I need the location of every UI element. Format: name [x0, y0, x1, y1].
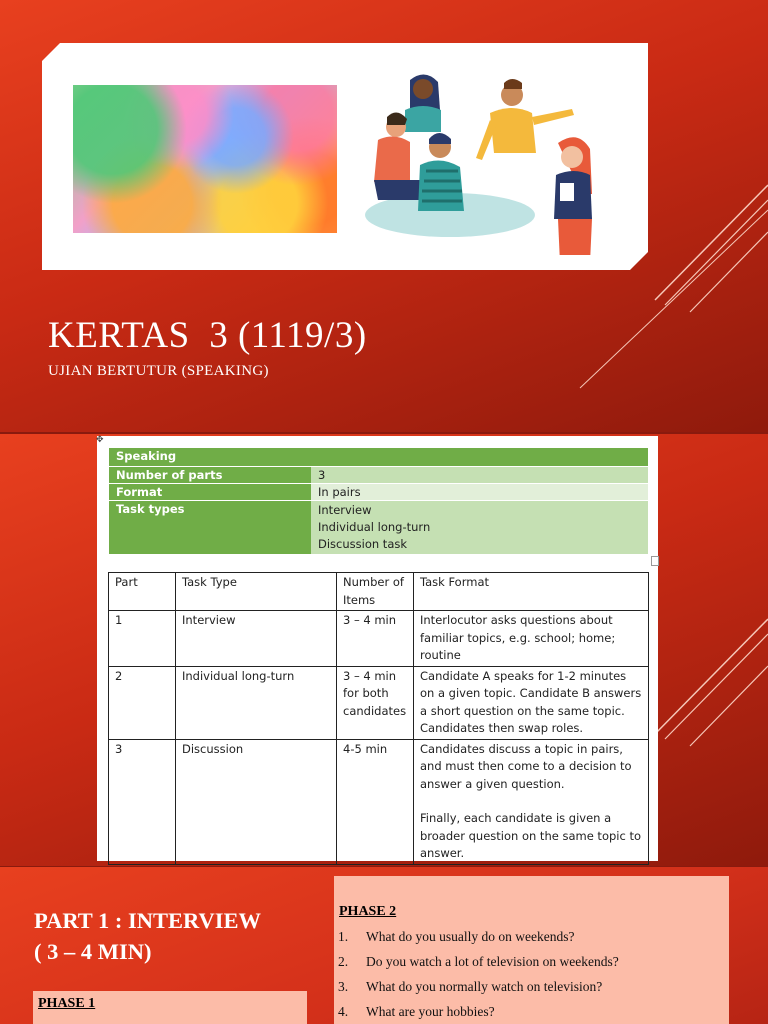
- table-row: [109, 611, 649, 667]
- table-row: [109, 666, 649, 739]
- list-item: [338, 929, 619, 954]
- items-cell: 3 – 4 min for both candidates: [337, 666, 414, 739]
- items-cell: 3 – 4 min: [337, 611, 414, 667]
- summary-label: Number of parts: [109, 466, 311, 483]
- table-resize-handle[interactable]: [651, 556, 659, 566]
- part-cell: 2: [109, 666, 176, 739]
- format-cell: [414, 739, 649, 864]
- table-slide: [0, 434, 768, 866]
- hero-card: [42, 43, 648, 270]
- list-item: [338, 1004, 619, 1024]
- task-type-cell: Interview: [176, 611, 337, 667]
- summary-label: Task types: [109, 500, 311, 554]
- part-cell: 1: [109, 611, 176, 667]
- list-item: [338, 979, 619, 1004]
- table-move-icon[interactable]: ✥: [96, 434, 104, 444]
- list-item: [338, 954, 619, 979]
- column-header: Task Format: [414, 573, 649, 611]
- document-image: [97, 436, 658, 861]
- phase2-label: PHASE 2: [339, 904, 397, 919]
- phase1-label: PHASE 1: [38, 996, 96, 1011]
- question-text: What are your hobbies?: [366, 1004, 495, 1019]
- part1-title: [34, 905, 261, 967]
- column-header: Number of Items: [337, 573, 414, 611]
- question-number: 4.: [338, 1004, 349, 1019]
- format-text-extra: Finally, each candidate is given a broader question on the same topic to answer.: [420, 811, 641, 860]
- summary-header: Speaking: [109, 448, 648, 466]
- question-text: Do you watch a lot of television on weekends?: [366, 954, 619, 969]
- presentation-subtitle: UJIAN BERTUTUR (SPEAKING): [48, 363, 269, 379]
- format-cell: Interlocutor asks questions about familiar topics, e.g. school; home; routine: [414, 611, 649, 667]
- items-cell: 4-5 min: [337, 739, 414, 864]
- format-cell: Candidate A speaks for 1-2 minutes on a given topic. Candidate B answers a short question on the same topic. Candidates then swap roles.: [414, 666, 649, 739]
- table-row: [109, 739, 649, 864]
- part1-duration: ( 3 – 4 MIN): [34, 939, 152, 964]
- bokeh-image: [73, 85, 337, 233]
- question-number: 2.: [338, 954, 349, 969]
- task-type-cell: Discussion: [176, 739, 337, 864]
- task-type-item: Interview: [318, 502, 372, 517]
- phase1-box: [33, 991, 307, 1024]
- question-number: 1.: [338, 929, 349, 944]
- title-slide: [0, 0, 768, 432]
- interview-slide: [0, 867, 768, 1024]
- people-discussion-illustration: [360, 65, 620, 255]
- summary-value-list: [311, 500, 648, 554]
- question-number: 3.: [338, 979, 349, 994]
- part1-title-line: PART 1 : INTERVIEW: [34, 908, 261, 933]
- summary-label: Format: [109, 483, 311, 500]
- task-type-item: Individual long-turn: [318, 519, 431, 534]
- column-header: Task Type: [176, 573, 337, 611]
- task-type-cell: Individual long-turn: [176, 666, 337, 739]
- summary-value: In pairs: [311, 483, 648, 500]
- summary-value: 3: [311, 466, 648, 483]
- phase2-box: [334, 876, 729, 1024]
- speaking-summary-table: [109, 448, 648, 555]
- format-text: Candidates discuss a topic in pairs, and must then come to a decision to answer a given question.: [420, 741, 632, 791]
- question-text: What do you usually do on weekends?: [366, 929, 575, 944]
- parts-table: [108, 572, 649, 865]
- presentation-title: KERTAS 3 (1119/3): [48, 315, 367, 356]
- task-type-item: Discussion task: [318, 536, 408, 551]
- table-header-row: [109, 573, 649, 611]
- column-header: Part: [109, 573, 176, 611]
- part-cell: 3: [109, 739, 176, 864]
- question-list: [338, 929, 619, 1024]
- question-text: What do you normally watch on television?: [366, 979, 603, 994]
